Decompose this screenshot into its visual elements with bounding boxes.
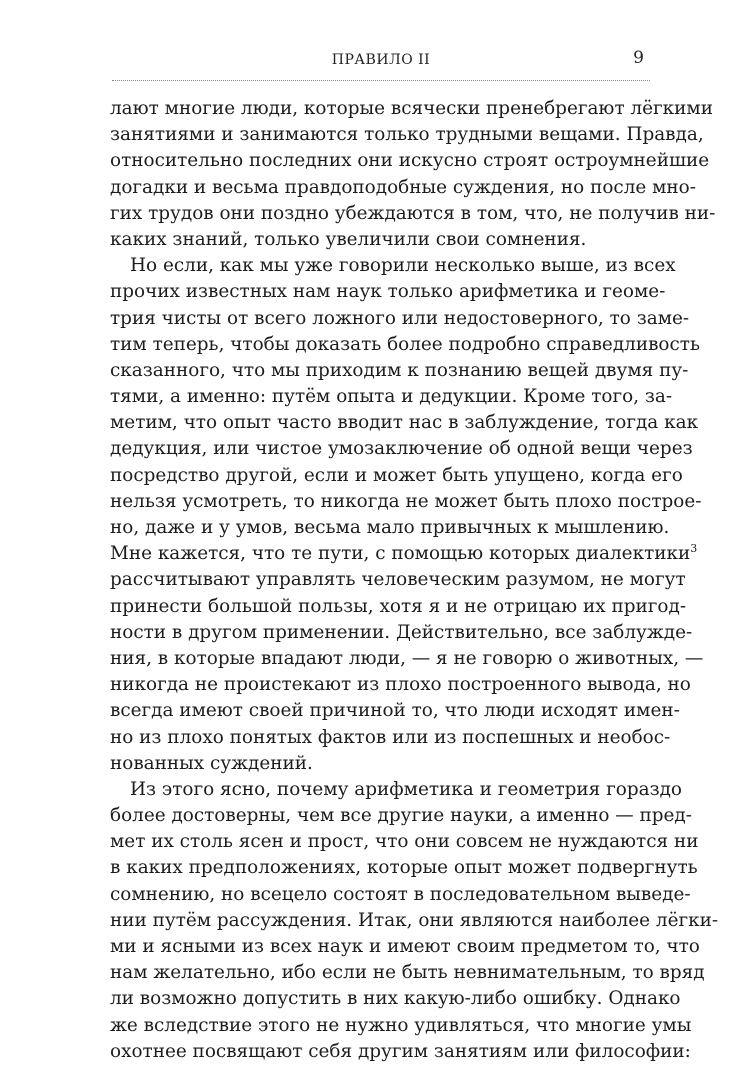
page-number: 9 xyxy=(633,48,644,68)
text-line xyxy=(110,306,690,332)
text-line xyxy=(110,410,699,436)
text-line xyxy=(110,620,693,646)
text-line-content: относительно последних они искусно строят остроумнейшие xyxy=(110,150,710,172)
text-line-content: Но если, как мы уже говорили несколько выше, из всех xyxy=(130,255,676,277)
text-line xyxy=(110,829,699,855)
text-line xyxy=(110,908,719,934)
text-line-content: но из плохо понятых фактов или из поспешных и необос- xyxy=(110,726,671,748)
text-line-content: никогда не проистекают из плохо построенного вывода, но xyxy=(110,674,691,696)
text-line-content: догадки и весьма правдоподобные суждения, но после мно- xyxy=(110,176,696,198)
text-line-content: занятиями и занимаются только трудными вещами. Правда, xyxy=(110,124,704,146)
text-line xyxy=(110,227,650,253)
text-line-content: всегда имеют своей причиной то, что люди исходят имен- xyxy=(110,700,680,722)
text-line-content: принести большой пользы, хотя я и не отрицаю их пригод- xyxy=(110,595,687,617)
page-header xyxy=(112,48,650,76)
text-line xyxy=(110,201,716,227)
text-line-content: же вследствие этого не нужно удивляться, что многие умы xyxy=(110,1014,692,1036)
text-line xyxy=(110,725,671,751)
text-line-content: дедукция, или чистое умозаключение об одной вещи через xyxy=(110,438,693,460)
text-line-content: более достоверны, чем все другие науки, а именно — пред- xyxy=(110,805,692,827)
text-line-content: сомнению, но всецело состоят в последовательном выведе- xyxy=(110,883,691,905)
text-line-content: но, даже и у умов, весьма мало привычных к мышлению. xyxy=(110,517,670,538)
text-line-content: нованных суждений. xyxy=(110,752,313,774)
text-line xyxy=(110,122,704,148)
text-line xyxy=(110,463,683,489)
text-line xyxy=(110,567,686,593)
text-line-content: лают многие люди, которые всячески пренебрегают лёгкими xyxy=(110,98,713,119)
text-line xyxy=(110,777,682,803)
text-line xyxy=(110,515,670,541)
text-line-content: тим теперь, чтобы доказать более подробно справедливость xyxy=(110,333,700,355)
text-line xyxy=(110,646,704,672)
text-line xyxy=(110,489,702,515)
running-head: ПРАВИЛО II xyxy=(331,52,431,68)
text-line-content: нам желательно, ибо если не быть невнимательным, то вряд xyxy=(110,962,705,984)
text-line-content: прочих известных нам наук только арифметика и геоме- xyxy=(110,281,666,303)
text-line xyxy=(110,960,705,986)
text-line xyxy=(110,175,696,201)
text-line-content: гих трудов они поздно убеждаются в том, что, не получив ни- xyxy=(110,202,716,224)
body-text xyxy=(110,96,719,1065)
text-line-content: сказанного, что мы приходим к познанию вещей двумя пу- xyxy=(110,359,689,381)
text-line-content: Мне кажется, что те пути, с помощью которых диалектики xyxy=(110,543,691,565)
text-line xyxy=(110,1013,692,1039)
text-line-content: нии путём рассуждения. Итак, они являются наиболее лёгки- xyxy=(110,909,719,931)
text-line xyxy=(110,882,691,908)
text-line-content: охотнее посвящают себя другим занятиям или философии: xyxy=(110,1040,691,1062)
text-line-content: ния, в которые впадают люди, — я не говорю о животных, — xyxy=(110,647,704,669)
text-line xyxy=(110,698,680,724)
text-line xyxy=(110,148,710,174)
header-divider xyxy=(112,80,650,81)
text-line-content: мет их столь ясен и прост, что они совсем не нуждаются ни xyxy=(110,831,699,853)
text-line xyxy=(110,358,689,384)
text-line xyxy=(110,96,713,122)
text-line xyxy=(110,934,700,960)
text-line-content: нельзя усмотреть, то никогда не может быть плохо построе- xyxy=(110,490,702,512)
text-line xyxy=(110,436,693,462)
text-line-content: каких знаний, только увеличили свои сомнения. xyxy=(110,228,587,250)
text-line xyxy=(110,594,687,620)
text-line xyxy=(110,672,691,698)
text-line-content: ми и ясными из всех наук и имеют своим предметом то, что xyxy=(110,936,700,957)
footnote-reference[interactable]: 3 xyxy=(690,542,698,556)
text-line xyxy=(110,855,698,881)
text-line xyxy=(110,541,698,567)
text-line xyxy=(110,384,673,410)
text-line-content: ности в другом применении. Действительно, все заблужде- xyxy=(110,621,693,643)
text-line xyxy=(110,1039,691,1065)
text-line xyxy=(110,332,700,358)
text-line-content: рассчитывают управлять человеческим разумом, не могут xyxy=(110,569,686,591)
text-line xyxy=(110,986,681,1012)
text-line-content: ли возможно допустить в них какую-либо ошибку. Однако xyxy=(110,988,681,1010)
text-line-content: тями, а именно: путём опыта и дедукции. Кроме того, за- xyxy=(110,386,673,408)
text-line xyxy=(110,279,666,305)
text-line-content: посредство другой, если и может быть упущено, когда его xyxy=(110,464,683,486)
text-line-content: метим, что опыт часто вводит нас в заблуждение, тогда как xyxy=(110,412,699,434)
text-line-content: в каких предположениях, которые опыт может подвергнуть xyxy=(110,857,698,879)
text-line xyxy=(110,253,676,279)
text-line xyxy=(110,803,692,829)
text-line-content: Из этого ясно, почему арифметика и геометрия гораздо xyxy=(130,778,682,800)
text-line xyxy=(110,751,650,777)
text-line-content: трия чисты от всего ложного или недостоверного, то заме- xyxy=(110,307,690,329)
